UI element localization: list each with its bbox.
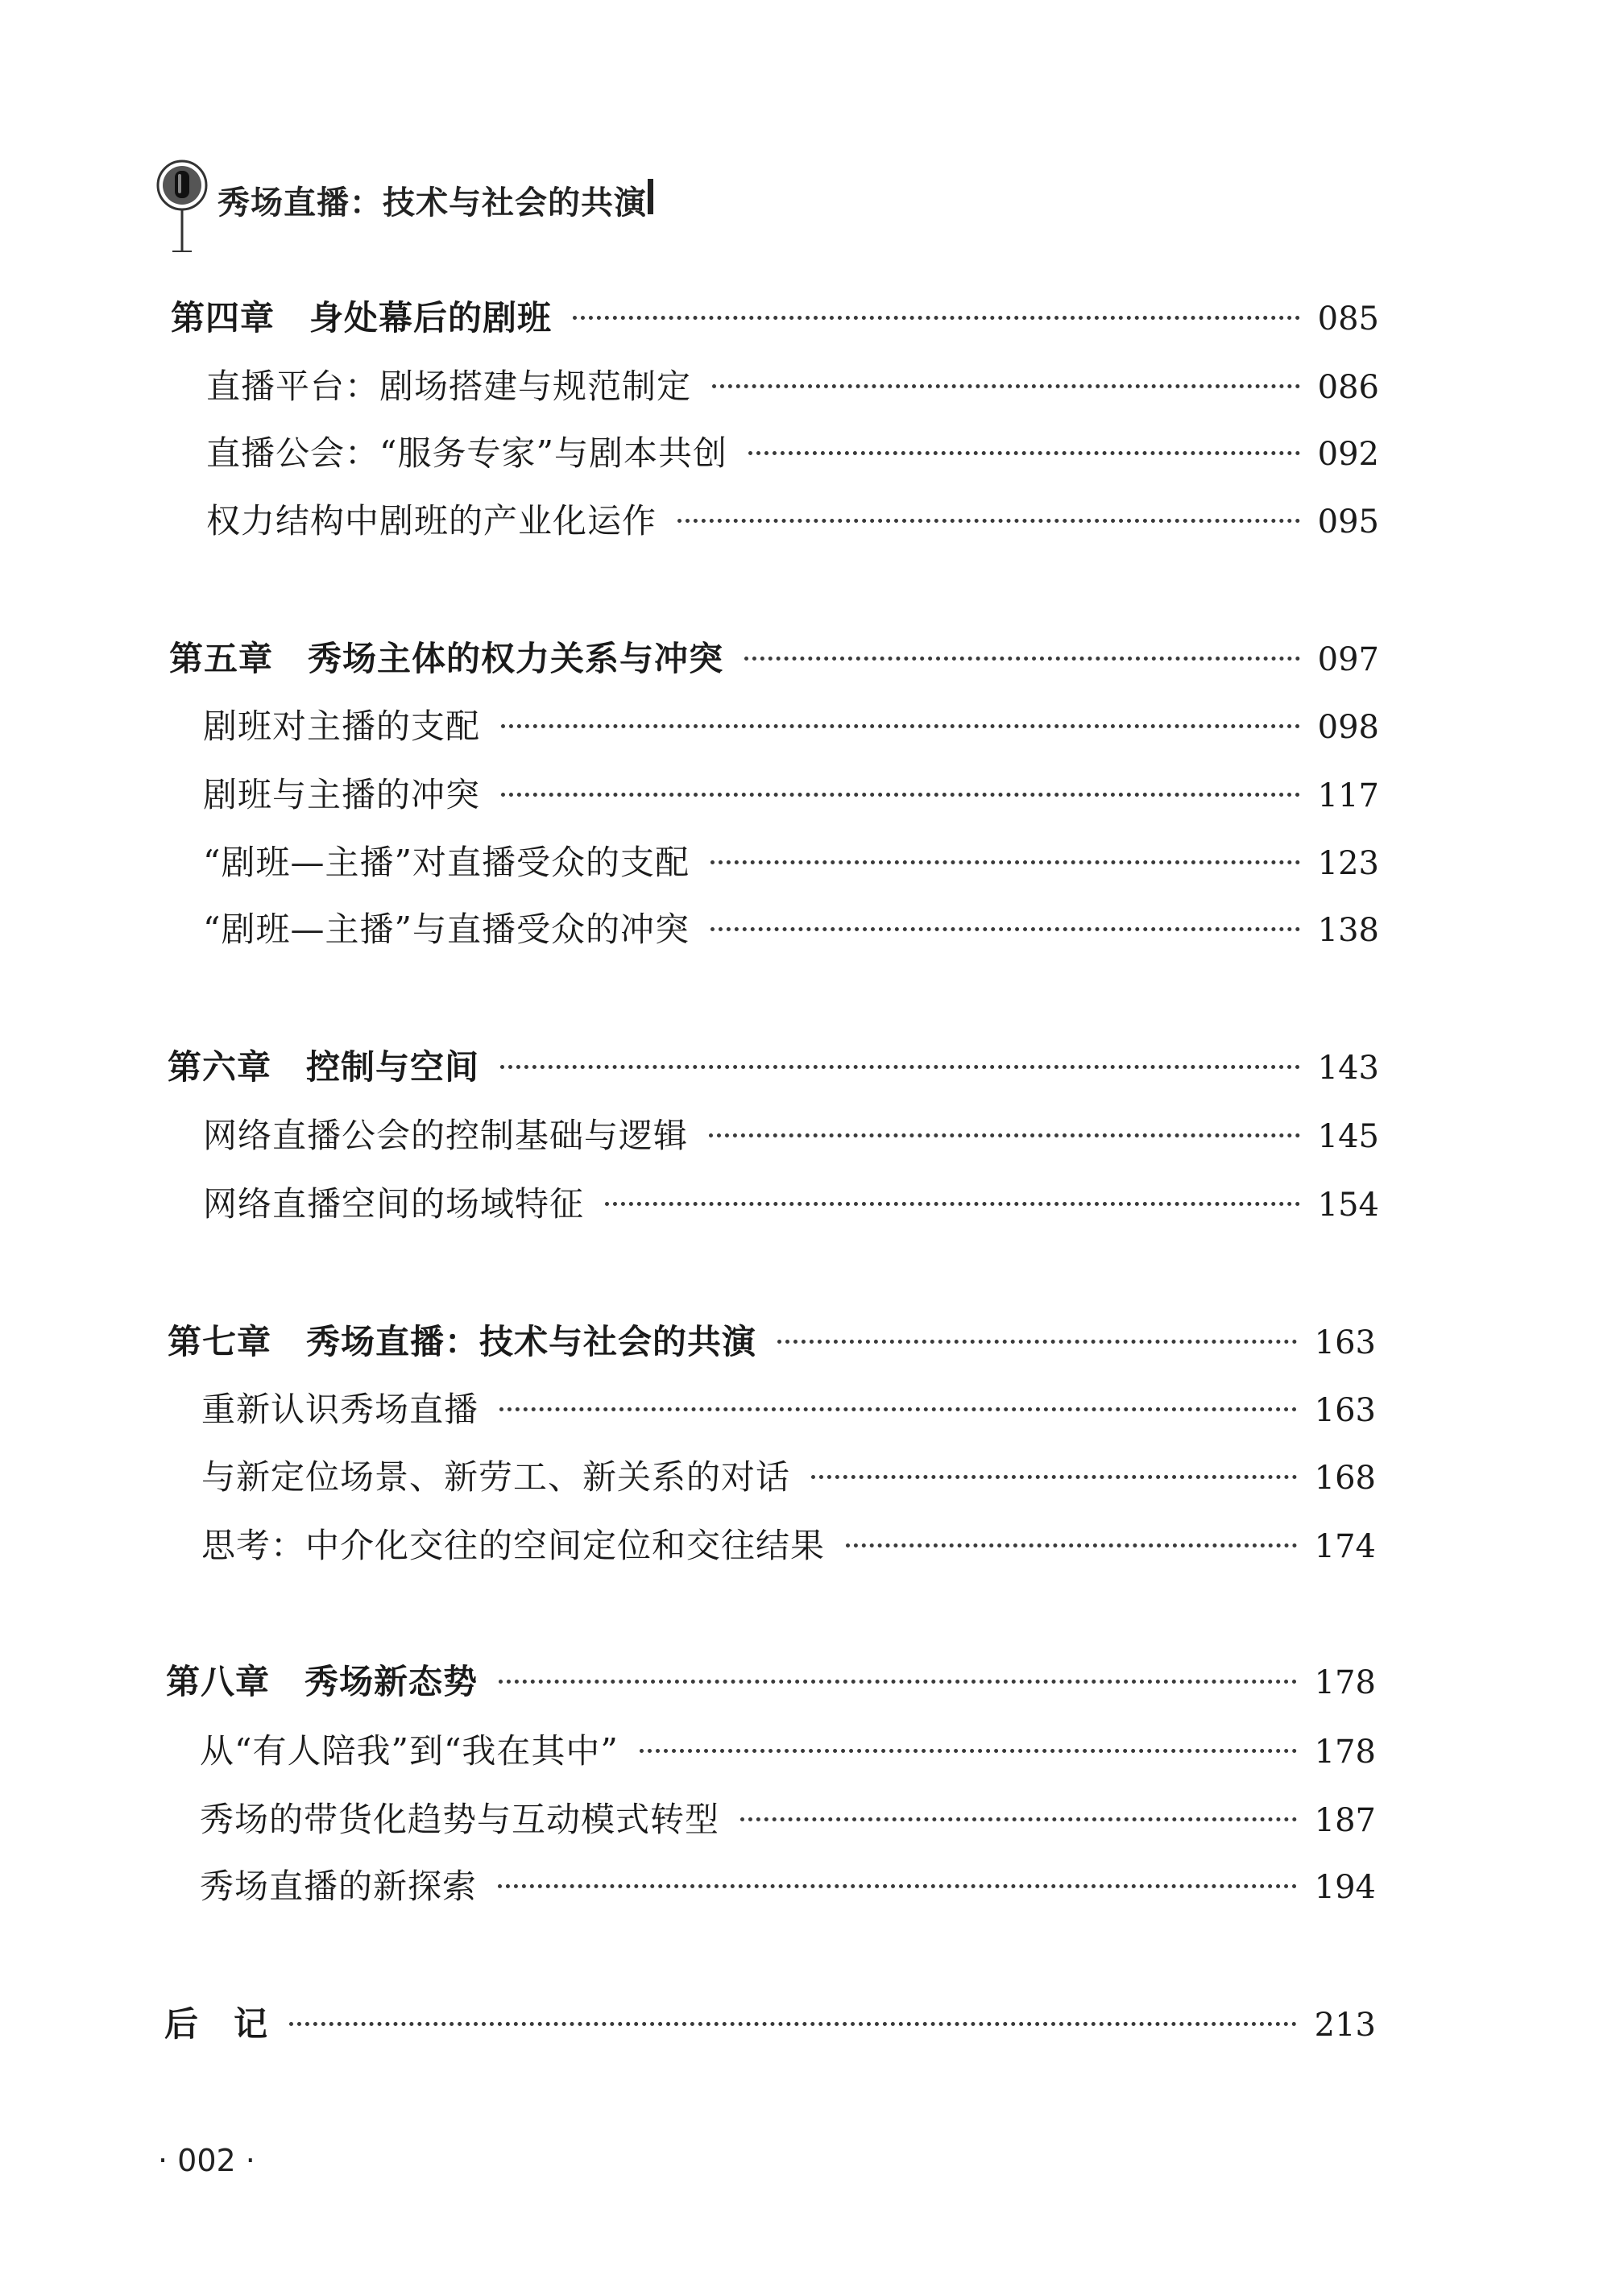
toc-page-number: 095: [1317, 503, 1379, 541]
toc-page-number: 168: [1314, 1460, 1376, 1497]
toc-page-number: 123: [1317, 845, 1379, 882]
running-header-title: 秀场直播：技术与社会的共演: [218, 184, 647, 222]
dot-leader: [777, 1340, 1297, 1344]
chapter-title: 第八章 秀场新态势: [166, 1662, 478, 1701]
dot-leader: [710, 927, 1300, 931]
toc-page-number: 097: [1317, 641, 1379, 678]
dot-leader: [710, 860, 1300, 864]
toc-page-number: 098: [1317, 709, 1379, 746]
toc-page-number: 143: [1317, 1050, 1379, 1087]
toc-section-row: [201, 1519, 1376, 1568]
section-title: 剧班与主播的冲突: [203, 775, 481, 814]
dot-leader: [501, 724, 1300, 728]
toc-section-row: [203, 769, 1379, 817]
dot-leader: [811, 1475, 1297, 1479]
section-title: 思考：中介化交往的空间定位和交往结果: [201, 1526, 826, 1565]
toc-section-row: [200, 1860, 1376, 1908]
toc-page-number: 085: [1317, 300, 1379, 338]
section-title: 直播平台：剧场搭建与规范制定: [206, 367, 692, 406]
toc-page-number: 178: [1314, 1664, 1376, 1701]
chapter-title: 第六章 控制与空间: [168, 1047, 480, 1087]
toc-chapter-row: [171, 292, 1379, 340]
toc-section-row: [203, 903, 1379, 951]
toc-section-row: [200, 1725, 1376, 1773]
toc-page-number: 092: [1317, 436, 1379, 473]
section-title: 重新认识秀场直播: [201, 1390, 479, 1429]
dot-leader: [498, 1884, 1297, 1888]
dot-leader: [640, 1749, 1297, 1753]
toc-chapter-row: [169, 632, 1379, 681]
toc-page-number: 194: [1314, 1869, 1376, 1906]
dot-leader: [499, 1407, 1297, 1411]
section-title: 从“有人陪我”到“我在其中”: [200, 1731, 619, 1771]
dot-leader: [709, 1133, 1300, 1137]
toc-section-row: [201, 1451, 1376, 1499]
dot-leader: [748, 451, 1300, 455]
section-title: 权力结构中剧班的产业化运作: [206, 501, 657, 541]
toc-page-number: 145: [1317, 1118, 1379, 1155]
section-title: 直播公会：“服务专家”与剧本共创: [206, 433, 727, 473]
toc-chapter-row: [168, 1315, 1376, 1364]
toc-chapter-row: [164, 1998, 1376, 2046]
section-title: 秀场直播的新探索: [200, 1866, 478, 1906]
toc-page-number: 187: [1314, 1802, 1376, 1839]
dot-leader: [846, 1543, 1297, 1547]
chapter-title: 第七章 秀场直播：技术与社会的共演: [168, 1322, 757, 1361]
toc-section-row: [203, 1178, 1379, 1226]
dot-leader: [573, 316, 1300, 320]
toc-page-number: 178: [1314, 1734, 1376, 1771]
section-title: “剧班—主播”对直播受众的支配: [203, 843, 690, 882]
toc-page-number: 174: [1314, 1528, 1376, 1565]
chapter-title: 第五章 秀场主体的权力关系与冲突: [169, 639, 724, 678]
dot-leader: [744, 657, 1300, 661]
toc-section-row: [203, 1109, 1379, 1158]
section-title: 网络直播空间的场域特征: [203, 1184, 585, 1224]
dot-leader: [501, 793, 1300, 797]
toc-section-row: [206, 495, 1379, 543]
section-title: 剧班对主播的支配: [203, 706, 481, 746]
dot-leader: [740, 1817, 1297, 1821]
toc-section-row: [201, 1383, 1376, 1431]
toc-chapter-row: [166, 1655, 1376, 1704]
chapter-title: 第四章 身处幕后的剧班: [171, 298, 553, 338]
section-title: 与新定位场景、新劳工、新关系的对话: [201, 1457, 791, 1497]
toc-page-number: 117: [1317, 777, 1379, 814]
dot-leader: [677, 519, 1300, 523]
toc-section-row: [203, 700, 1379, 748]
toc-page-number: 213: [1314, 2007, 1376, 2044]
toc-chapter-row: [168, 1041, 1379, 1089]
toc-page-number: 086: [1317, 369, 1379, 406]
toc-page-number: 154: [1317, 1187, 1379, 1224]
toc-section-row: [203, 836, 1379, 885]
toc-section-row: [206, 427, 1379, 475]
toc-page-number: 138: [1317, 912, 1379, 949]
dot-leader: [289, 2022, 1297, 2026]
dot-leader: [499, 1680, 1297, 1684]
chapter-title: 后 记: [164, 2004, 269, 2044]
toc-section-row: [206, 360, 1379, 408]
dot-leader: [500, 1065, 1300, 1069]
section-title: 网络直播公会的控制基础与逻辑: [203, 1116, 689, 1155]
toc-section-row: [200, 1793, 1376, 1842]
section-title: “剧班—主播”与直播受众的冲突: [203, 909, 690, 949]
toc-page-number: 163: [1314, 1324, 1376, 1361]
dot-leader: [712, 384, 1300, 388]
dot-leader: [605, 1202, 1300, 1206]
toc-page-number: 163: [1314, 1392, 1376, 1429]
section-title: 秀场的带货化趋势与互动模式转型: [200, 1800, 720, 1839]
page-number: · 002 ·: [158, 2143, 255, 2178]
